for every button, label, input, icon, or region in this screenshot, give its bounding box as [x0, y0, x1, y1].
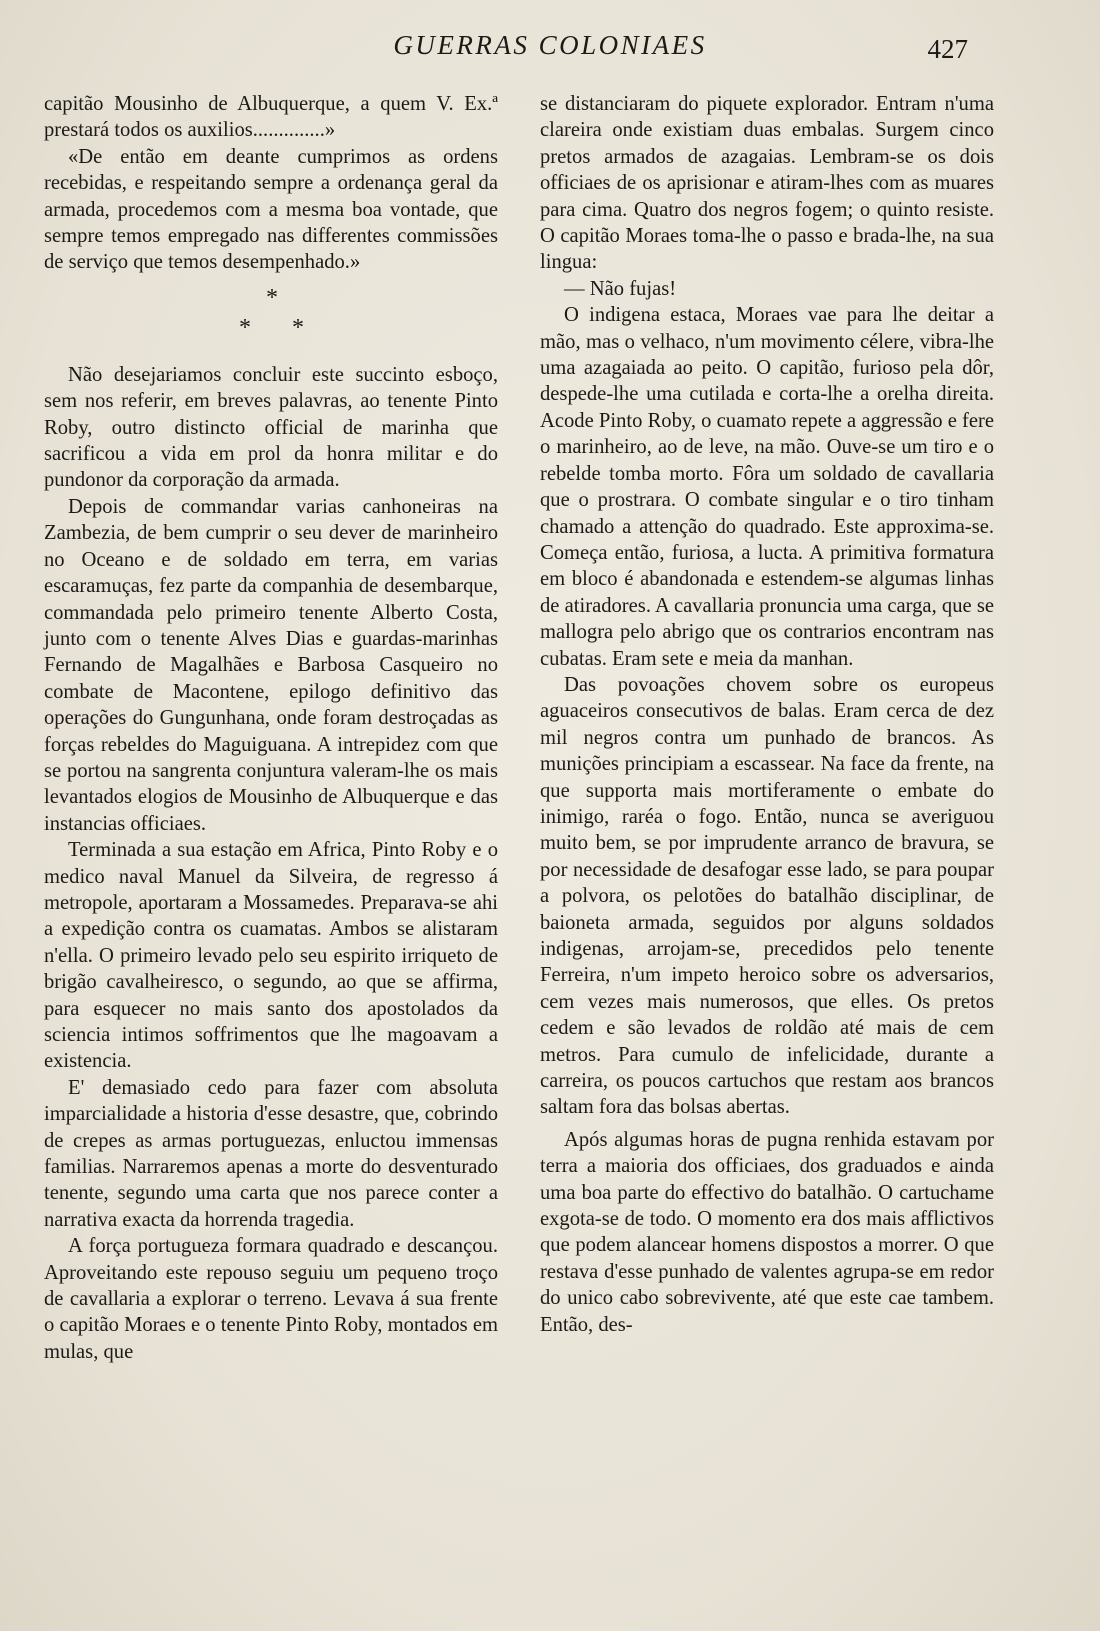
- left-column: [44, 91, 498, 1365]
- right-column: [540, 91, 994, 1338]
- paragraph: O indigena estaca, Moraes vae para lhe deitar a mão, mas o velhaco, n'um movimento célere, vibra-lhe uma azagaiada ao peito. O capitão, furioso pela dôr, despede-lhe uma cutilada e corta-lhe a orelha direita. Acode Pinto Roby, o cuamato repete a aggressão e fere o marinheiro, ao de leve, na mão. Ouve-se um tiro e o rebelde tomba morto. Fôra um soldado de cavallaria que o prostrara. O combate singular e o tiro tinham chamado a attenção do quadrado. Este approxima-se. Começa então, furiosa, a lucta. A primitiva formatura em bloco é abandonada e estendem-se algumas linhas de atiradores. A cavallaria pronuncia uma carga, que se mallogra pelo abrigo que os contrarios encontram nas cubatas. Eram sete e meia da manhan.: [540, 304, 994, 670]
- asterism-star: *: [239, 314, 251, 341]
- paragraph: Terminada a sua estação em Africa, Pinto Roby e o medico naval Manuel da Silveira, de regresso á metropole, aportaram a Mossamedes. Preparava-se ahi a expedição contra os cuamatas. Ambos se alistaram n'ella. O primeiro levado pelo seu espirito irriqueto de brigão cavalheiresco, o segundo, ao que se affirma, para esquecer no mais santo dos apostolados da sciencia intimos soffrimentos que lhe magoavam a existencia.: [44, 839, 498, 1073]
- paragraph: E' demasiado cedo para fazer com absoluta imparcialidade a historia d'esse desastre, que, cobrindo de crepes as armas portuguezas, enluctou immensas familias. Narraremos apenas a morte do desventurado tenente, segundo uma carta que nos parece conter a narrativa exacta da horrenda tragedia.: [44, 1076, 498, 1231]
- paragraph: se distanciaram do piquete explorador. Entram n'uma clareira onde existiam duas embalas. Surgem cinco pretos armados de azagaias. Lembram-se os dois officiaes de os aprisionar e atiram-lhes com as muares para cima. Quatro dos negros fogem; o quinto resiste. O capitão Moraes toma-lhe o passo e brada-lhe, na sua lingua:: [540, 93, 994, 274]
- paragraph: Depois de commandar varias canhoneiras na Zambezia, de bem cumprir o seu dever de marinheiro no Oceano e de soldado em terra, em varias escaramuças, fez parte da companhia de desembarque, commandada pelo primeiro tenente Alberto Costa, junto com o tenente Alves Dias e guardas-marinhas Fernando de Magalhães e Barbosa Casqueiro no combate de Macontene, epilogo definitivo das operações do Gungunhana, onde foram destroçadas as forças rebeldes do Maguiguana. A intrepidez com que se portou na sangrenta conjuntura valeram-lhe os mais levantados elogios de Mousinho de Albuquerque e das instancias officiaes.: [44, 495, 498, 835]
- asterism: [44, 276, 498, 362]
- paragraph: Não desejariamos concluir este succinto esboço, sem nos referir, em breves palavras, ao tenente Pinto Roby, outro distincto official de marinha que sacrificou a vida em prol da honra militar e do pundonor da corporação da armada.: [44, 363, 498, 492]
- dialogue-line: — Não fujas!: [564, 277, 677, 300]
- page-number: 427: [927, 34, 968, 64]
- asterism-star: *: [266, 284, 278, 311]
- running-header: GUERRAS COLONIAES: [393, 30, 707, 60]
- paragraph: «De então em deante cumprimos as ordens recebidas, e respeitando sempre a ordenança geral da armada, procedemos com a mesma boa vontade, que sempre temos empregado nas differentes commissões de serviço que temos desempenhado.»: [44, 145, 498, 274]
- paragraph: Após algumas horas de pugna renhida estavam por terra a maioria dos officiaes, dos graduados e ainda uma boa parte do effectivo do batalhão. O cartuchame exgota-se de todo. O momento era dos mais afflictivos que podem alancear homens dispostos a morrer. O que restava d'esse punhado de valentes agrupa-se em redor do unico cabo sobrevivente, até que este cae tambem. Então, des-: [540, 1128, 994, 1336]
- paragraph: capitão Mousinho de Albuquerque, a quem V. Ex.ª prestará todos os auxilios..............»: [44, 93, 498, 142]
- paragraph: A força portugueza formara quadrado e descançou. Aproveitando este repouso seguiu um pequeno troço de cavallaria a explorar o terreno. Levava á sua frente o capitão Moraes e o tenente Pinto Roby, montados em mulas, que: [44, 1235, 498, 1363]
- asterism-star: *: [292, 314, 304, 341]
- paragraph: Das povoações chovem sobre os europeus aguaceiros consecutivos de balas. Eram cerca de dez mil negros contra um punhado de brancos. As munições principiam a escassear. Na face da frente, na que supporta mais mortiferamente o embate do inimigo, raréa o fogo. Então, nunca se averiguou muito bem, se por imprudente arranco de bravura, se por necessidade de desafogar esse lado, se para poupar a polvora, os pelotões do batalhão disciplinar, de baioneta armada, seguidos por alguns soldados indigenas, arrojam-se, precedidos pelo tenente Ferreira, n'um impeto heroico sobre os adversarios, cem vezes mais numerosos, que elles. Os pretos cedem e são levados de roldão até mais de cem metros. Para cumulo de infelicidade, durante a carreira, os poucos cartuchos que restam aos brancos saltam fora das bolsas abertas.: [540, 673, 994, 1119]
